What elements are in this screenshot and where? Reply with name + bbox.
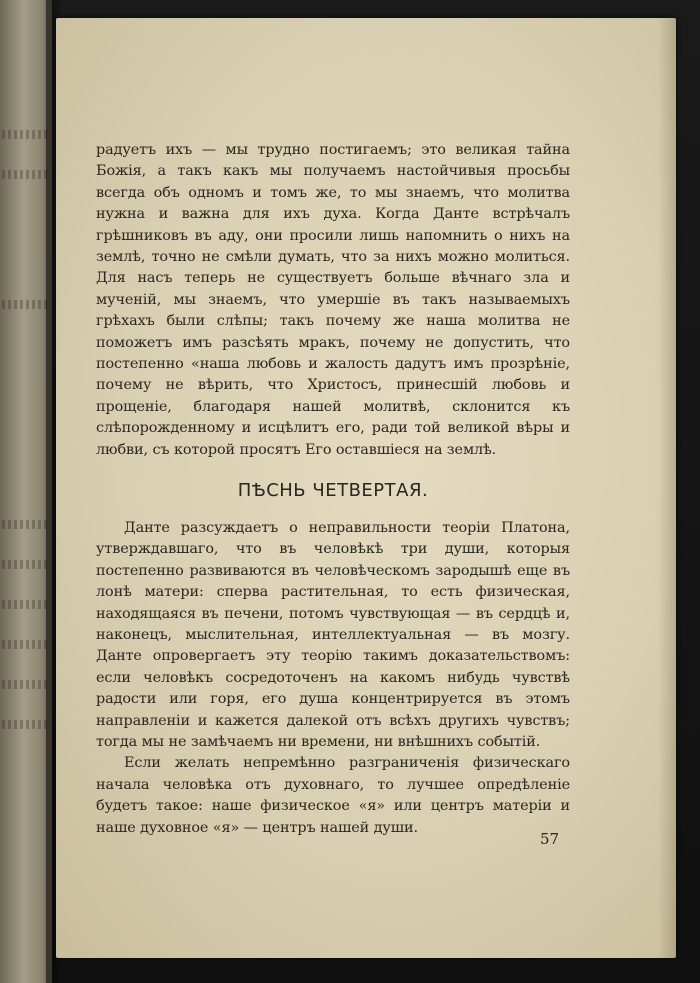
facing-page-text-fragment <box>2 720 48 729</box>
facing-page-text-fragment <box>2 170 48 179</box>
text-block-bottom <box>96 518 570 839</box>
facing-page-text-fragment <box>2 640 48 649</box>
section-heading: ПѢСНЬ ЧЕТВЕРТАЯ. <box>237 480 429 501</box>
facing-page-text-fragment <box>2 600 48 609</box>
facing-page-text-fragment <box>2 300 48 309</box>
paragraph-2: Данте разсуждаетъ о неправильности теоріи Платона, утверждавшаго, что въ человѣкѣ три души, которыя постепенно развиваются въ человѣческомъ зародышѣ еще въ лонѣ матери: сперва растительная, то есть физическая, находящаяся въ печени, потомъ чувствующая — въ сердцѣ и, наконецъ, мыслительная, интеллектуальная — въ мозгу. Данте опровергаетъ эту теорію такимъ доказательствомъ: если человѣкъ сосредоточенъ на какомъ нибудь чувствѣ радости или горя, его душа концентрируется въ этомъ направленіи и кажется далекой отъ всѣхъ другихъ чувствъ; тогда мы не замѣчаемъ ни времени, ни внѣшнихъ событій. <box>96 520 570 751</box>
page-number: 57 <box>540 830 560 848</box>
facing-page-text-fragment <box>2 560 48 569</box>
facing-page-text-fragment <box>2 680 48 689</box>
paragraph-3: Если желать непремѣнно разграниченія физическаго начала человѣка отъ духовнаго, то лучшее опредѣленіе будетъ такое: наше физическое «я» или центръ матеріи и наше духовное «я» — центръ нашей души. <box>96 755 570 836</box>
paragraph-continued: радуетъ ихъ — мы трудно постигаемъ; это великая тайна Божія, а такъ какъ мы получаемъ настойчивыя просьбы всегда объ одномъ и томъ же, то мы знаемъ, что молитва нужна и важна для ихъ духа. Когда Данте встрѣчалъ грѣшниковъ въ аду, они просили лишь напомнить о нихъ на землѣ, точно не смѣли думать, что за нихъ можно молиться. Для насъ теперь не существуетъ больше вѣчнаго зла и мученій, мы знаемъ, что умершіе въ такъ называемыхъ грѣхахъ были слѣпы; такъ почему же наша молитва не поможетъ имъ разсѣять мракъ, почему не допустить, что постепенно «наша любовь и жалость дадутъ имъ прозрѣніе, почему не вѣрить, что Христосъ, принесшій любовь и прощеніе, благодаря нашей молитвѣ, склонится къ слѣпорожденному и исцѣлитъ его, ради той великой вѣры и любви, съ которой просятъ Его оставшіеся на землѣ. <box>96 142 570 458</box>
facing-page-text-fragment <box>2 130 48 139</box>
facing-page-edge <box>0 0 52 983</box>
facing-page-text-fragment <box>2 520 48 529</box>
text-block-top <box>96 140 570 461</box>
